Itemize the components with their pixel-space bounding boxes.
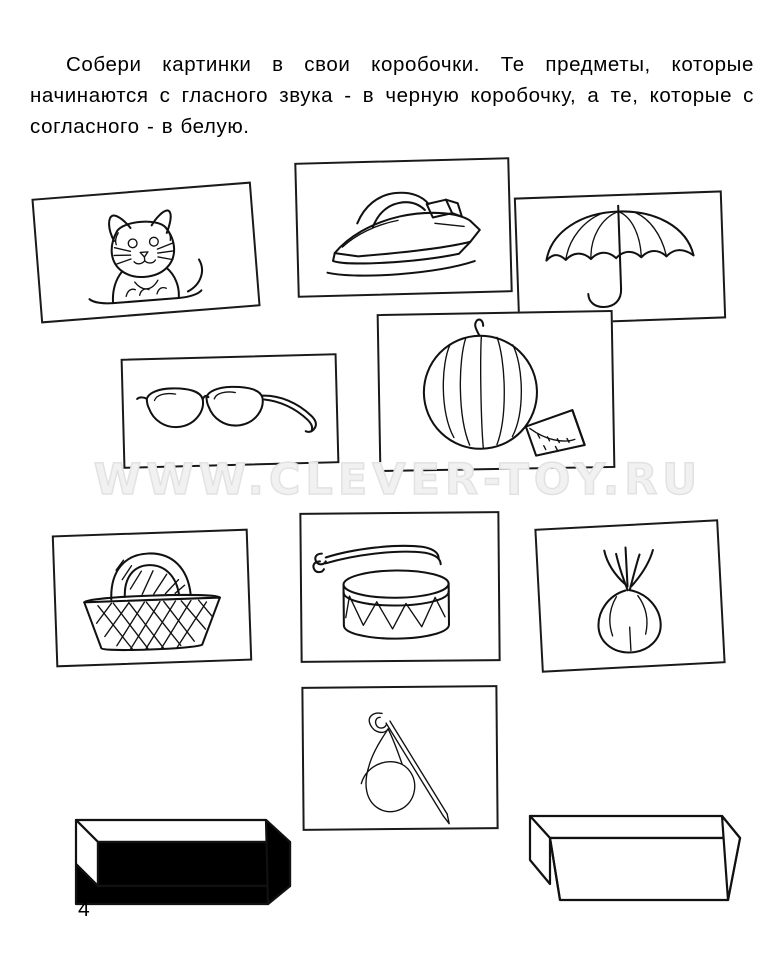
- picture-card-iron[interactable]: [294, 157, 512, 298]
- glasses-icon: [123, 355, 338, 467]
- umbrella-icon: [516, 192, 724, 323]
- picture-card-onion[interactable]: [534, 519, 725, 672]
- needle-icon: [303, 687, 496, 829]
- page-number: 4: [78, 898, 90, 921]
- picture-card-drum[interactable]: [299, 511, 500, 663]
- watermark-text: WWW.CLEVER-TOY.RU: [93, 455, 703, 505]
- onion-icon: [536, 521, 723, 670]
- black-box-shape: [62, 802, 292, 912]
- picture-card-needle[interactable]: [301, 685, 498, 831]
- watermelon-icon: [379, 312, 614, 470]
- drum-icon: [301, 513, 498, 661]
- basket-icon: [54, 531, 250, 666]
- instruction-text: Собери картинки в свои коробочки. Те предметы, которые начинаются с гласного звука - в черную коробочку, а те, которые с согласного - в белую.: [30, 52, 754, 138]
- picture-card-umbrella[interactable]: [514, 190, 726, 325]
- white-box[interactable]: [512, 796, 742, 908]
- cat-icon: [34, 184, 259, 322]
- picture-card-basket[interactable]: [52, 529, 252, 668]
- white-box-shape: [512, 796, 742, 908]
- picture-card-cat[interactable]: [31, 182, 260, 324]
- picture-card-watermelon[interactable]: [377, 310, 616, 472]
- black-box[interactable]: [62, 802, 292, 912]
- iron-icon: [296, 159, 510, 295]
- picture-card-glasses[interactable]: [121, 353, 340, 469]
